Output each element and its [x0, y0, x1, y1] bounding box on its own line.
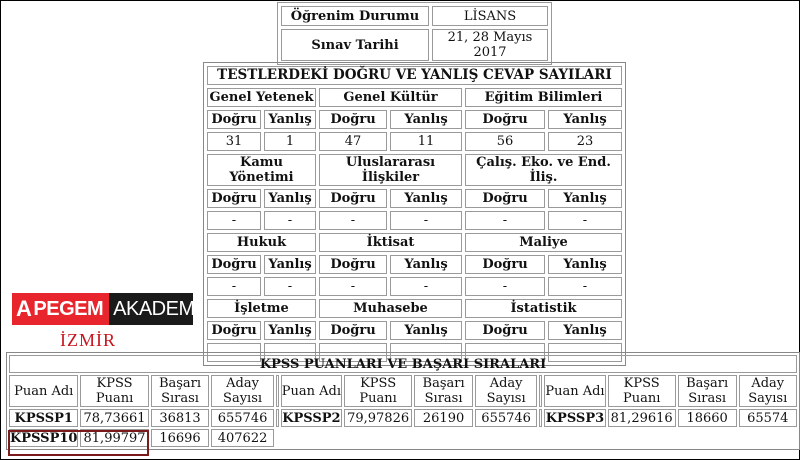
score-name: KPSSP3	[545, 410, 605, 426]
empty-cell	[281, 429, 342, 447]
empty-cell	[608, 429, 676, 447]
status-value: LİSANS	[432, 6, 548, 26]
score-column-header: Aday Sayısı	[739, 375, 797, 407]
test-name: Maliye	[465, 233, 622, 252]
logo-city: İZMİR	[60, 330, 116, 350]
correct-header: Doğru	[207, 189, 261, 208]
test-name: İşletme	[207, 299, 316, 318]
wrong-count: -	[264, 343, 316, 362]
score-count: 655746	[211, 409, 273, 427]
test-name: Çalış. Eko. ve End. İliş.	[465, 154, 622, 186]
wrong-header: Yanlış	[264, 255, 316, 274]
correct-header: Doğru	[465, 255, 545, 274]
wrong-count: 23	[548, 132, 622, 151]
wrong-count: -	[390, 211, 462, 230]
tests-title: TESTLERDEKİ DOĞRU VE YANLIŞ CEVAP SAYILARI	[207, 66, 622, 85]
correct-header: Doğru	[319, 321, 387, 340]
column-separator	[276, 409, 279, 427]
wrong-count: -	[390, 277, 462, 296]
wrong-header: Yanlış	[390, 321, 462, 340]
correct-count: 47	[319, 132, 387, 151]
logo-mark: A	[16, 296, 32, 321]
wrong-count: -	[548, 277, 622, 296]
wrong-count: -	[548, 343, 622, 362]
test-name: Muhasebe	[319, 299, 462, 318]
wrong-count: -	[264, 277, 316, 296]
score-rank: 18660	[678, 409, 737, 427]
wrong-count: -	[390, 343, 462, 362]
wrong-header: Yanlış	[548, 321, 622, 340]
empty-cell	[414, 429, 473, 447]
score-rank: 36813	[151, 409, 210, 427]
date-label: Sınav Tarihi	[281, 29, 429, 61]
logo-white-text: AKADEMİ	[113, 297, 200, 320]
wrong-header: Yanlış	[390, 189, 462, 208]
score-score: 79,97826	[344, 409, 412, 427]
score-score: 81,99797	[80, 429, 148, 447]
pegem-logo	[12, 293, 200, 325]
correct-header: Doğru	[465, 321, 545, 340]
empty-cell	[344, 429, 412, 447]
test-name: Genel Yetenek	[207, 88, 316, 107]
score-column-header: KPSS Puanı	[80, 375, 148, 407]
correct-count: -	[207, 343, 261, 362]
correct-header: Doğru	[319, 189, 387, 208]
scores-title: KPSS PUANLARI VE BAŞARI SIRALARI	[9, 355, 797, 373]
wrong-header: Yanlış	[548, 110, 622, 129]
correct-count: -	[319, 343, 387, 362]
wrong-count: -	[548, 211, 622, 230]
score-column-header: Başarı Sırası	[414, 375, 473, 407]
test-name: İstatistik	[465, 299, 622, 318]
score-column-header: Puan Adı	[281, 375, 342, 407]
date-value: 21, 28 Mayıs 2017	[432, 29, 548, 61]
tests-table	[203, 62, 626, 366]
correct-count: -	[207, 211, 261, 230]
correct-header: Doğru	[465, 189, 545, 208]
correct-count: 56	[465, 132, 545, 151]
test-name: İktisat	[319, 233, 462, 252]
correct-header: Doğru	[207, 110, 261, 129]
wrong-header: Yanlış	[264, 321, 316, 340]
empty-cell	[739, 429, 797, 447]
logo-red-part	[12, 293, 109, 325]
score-count: 407622	[211, 429, 273, 447]
wrong-count: 11	[390, 132, 462, 151]
column-separator	[539, 375, 542, 407]
empty-cell	[544, 429, 605, 447]
score-name: KPSSP1	[9, 409, 78, 427]
column-separator	[539, 429, 542, 447]
score-rank: 16696	[151, 429, 210, 447]
score-rank: 26190	[414, 409, 473, 427]
score-column-header: Başarı Sırası	[678, 375, 737, 407]
score-score: 78,73661	[80, 409, 148, 427]
status-label: Öğrenim Durumu	[281, 6, 429, 26]
column-separator	[276, 429, 279, 447]
correct-count: -	[465, 277, 545, 296]
score-column-header: KPSS Puanı	[608, 375, 676, 407]
wrong-header: Yanlış	[390, 255, 462, 274]
highlight-box	[8, 430, 149, 456]
score-count: 655746	[475, 409, 537, 427]
score-name: KPSSP2	[282, 410, 341, 426]
correct-header: Doğru	[207, 255, 261, 274]
info-table	[277, 2, 552, 65]
test-name: Hukuk	[207, 233, 316, 252]
logo-red-text: PEGEM	[33, 297, 104, 320]
column-separator	[539, 409, 542, 427]
correct-count: 31	[207, 132, 261, 151]
correct-count: -	[319, 277, 387, 296]
empty-cell	[475, 429, 537, 447]
test-name: Genel Kültür	[319, 88, 462, 107]
wrong-count: -	[264, 211, 316, 230]
score-column-header: Aday Sayısı	[475, 375, 537, 407]
score-score: 81,29616	[608, 409, 676, 427]
wrong-header: Yanlış	[264, 110, 316, 129]
score-count: 65574	[739, 409, 797, 427]
correct-count: -	[465, 343, 545, 362]
empty-cell	[678, 429, 737, 447]
wrong-header: Yanlış	[548, 189, 622, 208]
correct-count: -	[207, 277, 261, 296]
score-name: KPSSP10	[10, 430, 78, 446]
test-name: Uluslararası İlişkiler	[319, 154, 462, 186]
wrong-header: Yanlış	[548, 255, 622, 274]
test-name: Kamu Yönetimi	[207, 154, 316, 186]
correct-header: Doğru	[319, 255, 387, 274]
test-name: Eğitim Bilimleri	[465, 88, 622, 107]
wrong-header: Yanlış	[264, 189, 316, 208]
score-column-header: Puan Adı	[9, 375, 78, 407]
correct-count: -	[319, 211, 387, 230]
correct-header: Doğru	[319, 110, 387, 129]
score-column-header: Aday Sayısı	[211, 375, 273, 407]
wrong-count: 1	[264, 132, 316, 151]
correct-header: Doğru	[207, 321, 261, 340]
correct-header: Doğru	[465, 110, 545, 129]
score-column-header: Puan Adı	[544, 375, 605, 407]
score-column-header: Başarı Sırası	[151, 375, 210, 407]
score-column-header: KPSS Puanı	[344, 375, 412, 407]
wrong-header: Yanlış	[390, 110, 462, 129]
column-separator	[276, 375, 279, 407]
correct-count: -	[465, 211, 545, 230]
